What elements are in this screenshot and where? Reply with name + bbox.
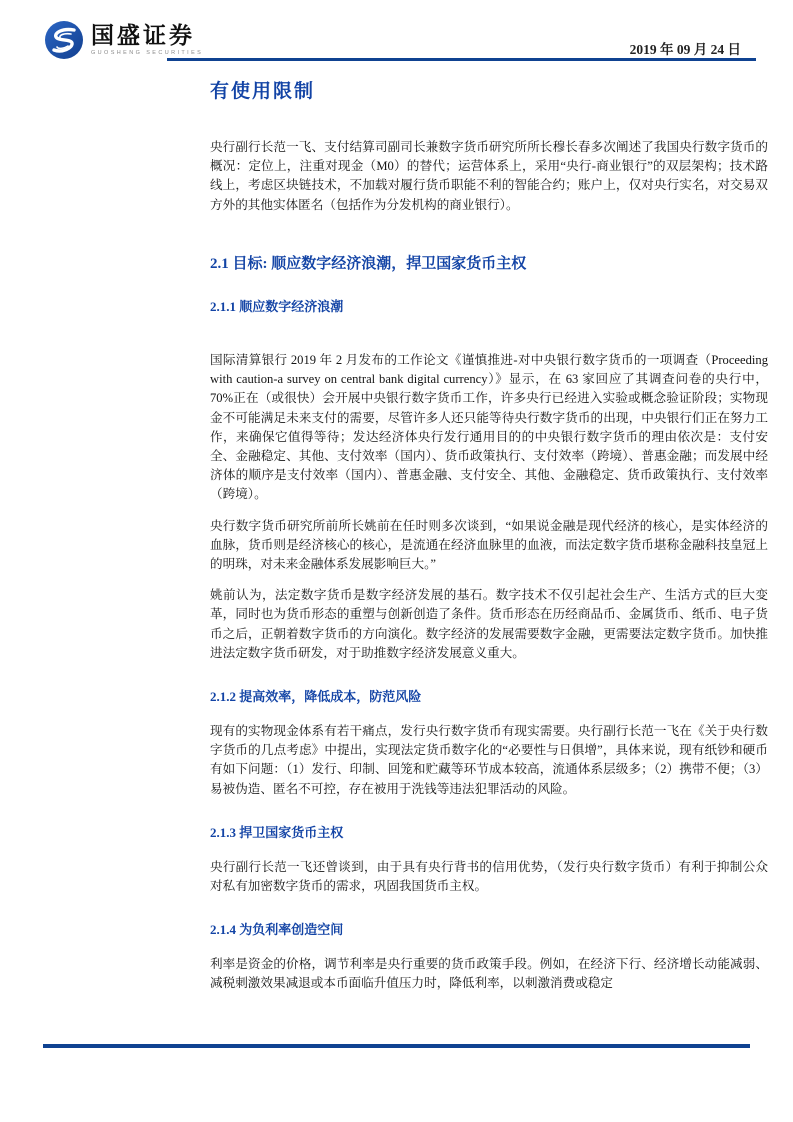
paragraph-monetary-sovereignty: 央行副行长范一飞还曾谈到，由于具有央行背书的信用优势，（发行央行数字货币）有利于抑制公众对私有加密数字货币的需求，巩固我国货币主权。 xyxy=(210,859,768,893)
paragraph-cash-painpoints: 现有的实物现金体系有若干痛点，发行央行数字货币有现实需要。央行副行长范一飞在《关于央行数字货币的几点考虑》中提出，实现法定货币数字化的“必要性与日俱增”，具体来说，现有纸钞和硬币有如下问题：（1）发行、印制、回笼和贮藏等环节成本较高，流通体系层级多；（2）携带不便；（3）易被伪造、匿名不可控，存在被用于洗钱等违法犯罪活动的风险。 xyxy=(210,723,768,796)
paragraph-yaoqian-view: 姚前认为，法定数字货币是数字经济发展的基石。数字技术不仅引起社会生产、生活方式的巨大变革，同时也为货币形态的重塑与创新创造了条件。货币形态在历经商品币、金属货币、纸币、电子货币之后，正朝着数字货币的方向演化。数字经济的发展需要数字金融，更需要法定数字货币。加快推进法定数字货币研发，对于助推数字经济发展意义重大。 xyxy=(210,588,768,660)
paragraph-negative-rates: 利率是资金的价格，调节利率是央行重要的货币政策手段。例如，在经济下行、经济增长动能减弱、减税刺激效果减退或本币面临升值压力时，降低利率，以刺激消费或稳定 xyxy=(210,957,768,991)
section-heading-2-1-4: 2.1.4 为负利率创造空间 xyxy=(210,922,344,938)
report-date: 2019 年 09 月 24 日 xyxy=(629,42,741,57)
paragraph-yaoqian-quote: 央行数字货币研究所前所长姚前在任时则多次谈到，“如果说金融是现代经济的核心，是实体经济的血脉，货币则是经济核心的核心，是流通在经济血脉里的血液，而法定数字货币堪称金融科技皇冠上的明珠，对未来金融体系发展影响巨大。” xyxy=(210,518,768,572)
brand xyxy=(44,20,203,60)
report-body xyxy=(210,62,768,1005)
page-header xyxy=(0,0,793,62)
paragraph-bis-survey: 国际清算银行 2019 年 2 月发布的工作论文《谨慎推进-对中央银行数字货币的一项调查（Proceeding with caution-a survey on central bank digital currency）》显示，在 63 家回应了其调查问卷的央行中，70%正在（或很快）会开展中央银行数字货币工作，许多央行已经进入实验或概念验证阶段；实物现金不可能满足未来支付的需要，尽管许多人还只能等待央行数字货币的出现，中央银行们正在努力工作，来确保它值得等待；发达经济体央行发行通用目的的中央银行数字货币的理由依次是：支付安全、金融稳定、其他、支付效率（国内）、货币政策执行、支付效率（跨境）、普惠金融；而发展中经济体的顺序是支付效率（国内）、普惠金融、支付安全、其他、金融稳定、货币政策执行、支付效率（跨境）。 xyxy=(210,353,768,502)
paragraph-intro: 央行副行长范一飞、支付结算司副司长兼数字货币研究所所长穆长春多次阐述了我国央行数字货币的概况：定位上，注重对现金（M0）的替代；运营体系上，采用“央行-商业银行”的双层架构；技术路线上，考虑区块链技术，不加载对履行货币职能不利的智能合约；账户上，仅对央行实名，对交易双方外的其他实体匿名（包括作为分发机构的商业银行）。 xyxy=(210,140,768,212)
brand-subtitle: GUOSHENG SECURITIES xyxy=(91,50,204,56)
section-heading-2-1-3: 2.1.3 捍卫国家货币主权 xyxy=(210,824,344,840)
document-title: 有使用限制 xyxy=(210,81,316,102)
guosheng-logo-icon xyxy=(44,20,84,60)
footer-rule xyxy=(43,1044,750,1048)
section-heading-2-1-2: 2.1.2 提高效率，降低成本，防范风险 xyxy=(210,689,422,705)
section-heading-2-1-1: 2.1.1 顺应数字经济浪潮 xyxy=(210,299,344,315)
section-heading-2-1: 2.1 目标: 顺应数字经济浪潮，捍卫国家货币主权 xyxy=(210,255,527,272)
brand-text xyxy=(91,24,203,56)
brand-name: 国盛证券 xyxy=(91,23,195,48)
header-rule xyxy=(167,58,756,61)
